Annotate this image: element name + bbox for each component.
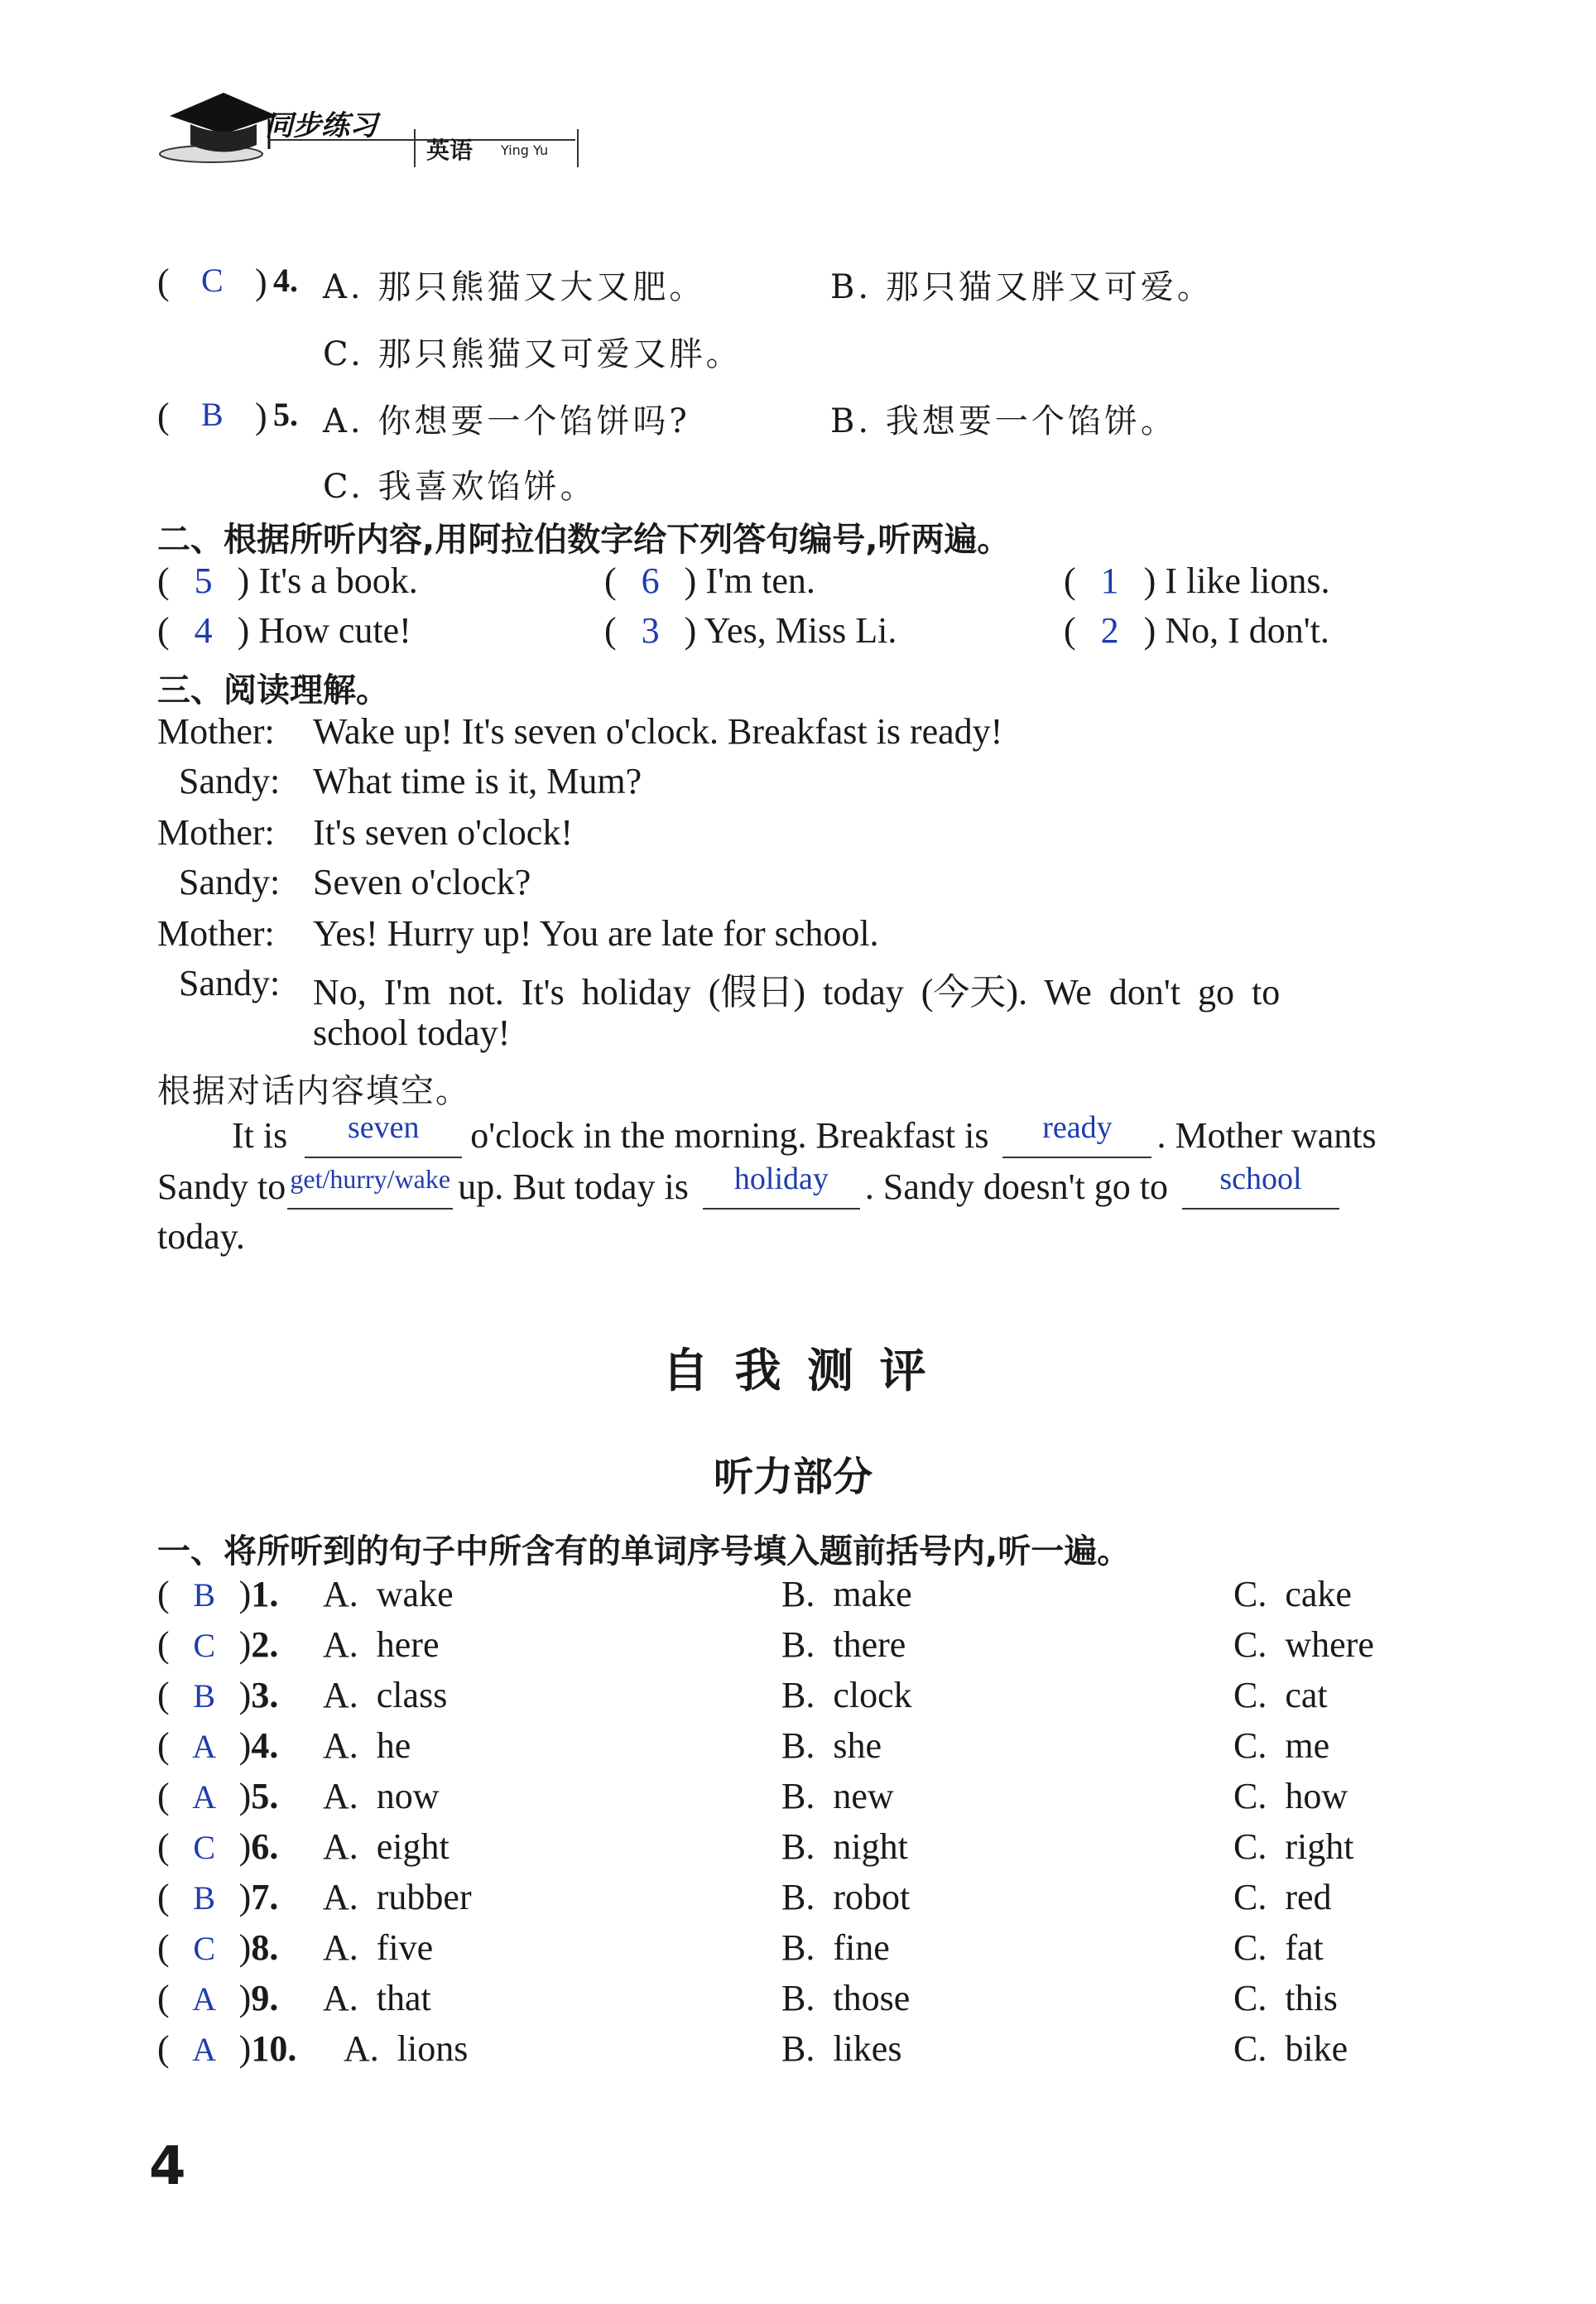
speaker: Mother:: [157, 812, 275, 853]
dialogue-line: What time is it, Mum?: [313, 761, 642, 801]
fill-text: Sandy to: [157, 1166, 286, 1207]
fill-blank: [305, 1110, 462, 1158]
close-paren: ): [238, 1927, 252, 1968]
option-a: A. that: [323, 1978, 431, 2018]
item-text: How cute!: [258, 610, 411, 651]
section2-item: ( 3 ) Yes, Miss Li.: [604, 610, 897, 651]
answer: 3: [641, 610, 660, 651]
option-a: A. here: [323, 1624, 440, 1665]
speaker: Sandy:: [179, 963, 281, 1003]
close-paren: ): [255, 262, 267, 302]
question-number: 9.: [251, 1978, 279, 2018]
question-number: 5.: [273, 396, 298, 433]
option-b: B. those: [781, 1978, 911, 2018]
fill-answer: school: [1219, 1162, 1302, 1196]
question-number: 8.: [251, 1927, 279, 1968]
fill-heading: 根据对话内容填空。: [157, 1072, 470, 1110]
fill-answer: holiday: [733, 1162, 829, 1196]
item-text: It's a book.: [258, 560, 418, 601]
answer: C: [193, 1627, 215, 1664]
close-paren: ): [255, 396, 267, 436]
dialogue-line: It's seven o'clock!: [313, 812, 573, 853]
close-paren: ): [238, 1624, 252, 1665]
header-subject: 英语: [426, 137, 474, 164]
option-b: B. night: [781, 1826, 908, 1867]
option-c: C. fat: [1233, 1927, 1324, 1968]
option-a: A. class: [323, 1675, 448, 1715]
option-a: A. 那只熊猫又大又肥。: [323, 268, 706, 306]
answer: 5: [194, 560, 213, 601]
self-test-heading: 一、将所听到的句子中所含有的单词序号填入题前括号内,听一遍。: [157, 1532, 1131, 1570]
item-text: Yes, Miss Li.: [704, 610, 897, 651]
option-b: B. she: [781, 1725, 882, 1766]
close-paren: ): [238, 1574, 252, 1614]
option-a: A. 你想要一个馅饼吗?: [323, 402, 690, 440]
open-paren: (: [157, 1877, 170, 1917]
option-c: C. me: [1233, 1725, 1330, 1766]
graduation-cap-logo: [153, 83, 277, 174]
question-number: 3.: [251, 1675, 279, 1715]
answer: C: [201, 262, 224, 299]
fill-blank: [1182, 1162, 1339, 1210]
list-item: [157, 1825, 1482, 1868]
option-c: C. red: [1233, 1877, 1332, 1917]
dialogue-line: school today!: [313, 1013, 511, 1053]
option-c: C. this: [1233, 1978, 1338, 2018]
section2-item: ( 4 ) How cute!: [157, 610, 411, 651]
answer: 6: [641, 560, 660, 601]
question-number: 4.: [273, 262, 298, 299]
answer: B: [193, 1576, 215, 1614]
list-item: [157, 1775, 1482, 1817]
open-paren: (: [157, 1978, 170, 2018]
option-c: C. 我喜欢馅饼。: [323, 468, 597, 506]
option-b: B. make: [781, 1574, 912, 1614]
list-item: [157, 1977, 1482, 2019]
item-text: No, I don't.: [1165, 610, 1329, 651]
page-header: [153, 83, 584, 174]
question-number: 4.: [251, 1725, 279, 1766]
list-item: [157, 2027, 1482, 2070]
option-b: B. there: [781, 1624, 906, 1665]
open-paren: (: [157, 396, 170, 436]
section2-item: ( 1 ) I like lions.: [1064, 560, 1330, 601]
answer: A: [192, 2031, 217, 2068]
answer: A: [192, 1980, 217, 2018]
self-test-subtitle: 听力部分: [714, 1454, 873, 1500]
option-b: B. new: [781, 1776, 894, 1816]
answer: C: [193, 1930, 215, 1967]
section2-item: ( 2 ) No, I don't.: [1064, 610, 1329, 651]
list-item: [157, 1876, 1482, 1918]
fill-answer: seven: [347, 1110, 420, 1145]
close-paren: ): [238, 1725, 252, 1766]
question-number: 5.: [251, 1776, 279, 1816]
open-paren: (: [157, 1826, 170, 1867]
header-subject-pinyin: Ying Yu: [501, 142, 549, 158]
speaker: Mother:: [157, 711, 275, 752]
fill-blank: [287, 1166, 453, 1210]
speaker: Mother:: [157, 913, 275, 954]
item-text: I like lions.: [1165, 560, 1330, 601]
close-paren: ): [238, 1978, 252, 2018]
fill-text: . Sandy doesn't go to: [864, 1166, 1168, 1207]
fill-text: . Mother wants: [1156, 1115, 1377, 1156]
speaker: Sandy:: [179, 761, 281, 801]
option-c: C. cat: [1233, 1675, 1328, 1715]
option-a: A. now: [323, 1776, 440, 1816]
option-c: C. right: [1233, 1826, 1354, 1867]
list-item: [157, 1674, 1482, 1716]
section2-heading: 二、根据所听内容,用阿拉伯数字给下列答句编号,听两遍。: [157, 521, 1011, 559]
dialogue-line: No, I'm not. It's holiday (假日) today (今天). We don't go to: [313, 972, 1281, 1013]
answer: A: [192, 1728, 217, 1765]
option-a: A. wake: [323, 1574, 454, 1614]
fill-blank: [703, 1162, 860, 1210]
dialogue-line: Seven o'clock?: [313, 862, 531, 902]
section3-heading: 三、阅读理解。: [157, 671, 389, 709]
close-paren: ): [238, 2028, 252, 2069]
page-number: 4: [149, 2136, 186, 2197]
open-paren: (: [157, 1927, 170, 1968]
fill-line-1: [157, 1110, 1377, 1158]
answer: 2: [1100, 610, 1119, 651]
open-paren: (: [157, 1574, 170, 1614]
option-b: B. 我想要一个馅饼。: [830, 402, 1177, 440]
open-paren: (: [157, 1624, 170, 1665]
fill-text: o'clock in the morning. Breakfast is: [470, 1115, 989, 1156]
answer: B: [201, 396, 224, 433]
question-number: 10.: [251, 2028, 297, 2069]
open-paren: (: [157, 262, 170, 302]
item-text: I'm ten.: [705, 560, 815, 601]
answer: B: [193, 1879, 215, 1917]
option-a: A. rubber: [323, 1877, 472, 1917]
header-title: 同步练习: [265, 109, 377, 142]
dialogue-line: Wake up! It's seven o'clock. Breakfast is ready!: [313, 711, 1003, 752]
list-item: [157, 1926, 1482, 1969]
list-item: [157, 1623, 1482, 1666]
fill-line-3: today.: [157, 1216, 245, 1257]
option-c: C. where: [1233, 1624, 1374, 1665]
answer: 4: [194, 610, 213, 651]
close-paren: ): [238, 1776, 252, 1816]
fill-blank: [1002, 1110, 1151, 1158]
answer: 1: [1100, 560, 1119, 601]
speaker: Sandy:: [179, 862, 281, 902]
option-c: C. how: [1233, 1776, 1348, 1816]
option-c: C. cake: [1233, 1574, 1352, 1614]
option-c: C. 那只熊猫又可爱又胖。: [323, 335, 743, 373]
dialogue-line: Yes! Hurry up! You are late for school.: [313, 913, 879, 954]
self-test-title: 自 我 测 评: [662, 1344, 931, 1398]
option-b: B. fine: [781, 1927, 890, 1968]
option-c: C. bike: [1233, 2028, 1348, 2069]
fill-text: up. But today is: [458, 1166, 689, 1207]
option-a: A. lions: [344, 2028, 469, 2069]
answer: B: [193, 1677, 215, 1715]
question-number: 7.: [251, 1877, 279, 1917]
open-paren: (: [157, 1675, 170, 1715]
option-b: B. robot: [781, 1877, 911, 1917]
question-number: 2.: [251, 1624, 279, 1665]
open-paren: (: [157, 1725, 170, 1766]
close-paren: ): [238, 1826, 252, 1867]
answer: C: [193, 1829, 215, 1866]
open-paren: (: [157, 1776, 170, 1816]
list-item: [157, 1573, 1482, 1615]
option-a: A. he: [323, 1725, 411, 1766]
section2-item: ( 6 ) I'm ten.: [604, 560, 815, 601]
section2-item: ( 5 ) It's a book.: [157, 560, 418, 601]
close-paren: ): [238, 1877, 252, 1917]
close-paren: ): [238, 1675, 252, 1715]
option-a: A. five: [323, 1927, 434, 1968]
fill-text: It is: [232, 1115, 288, 1156]
question-number: 6.: [251, 1826, 279, 1867]
answer: A: [192, 1778, 217, 1816]
option-b: B. likes: [781, 2028, 902, 2069]
option-b: B. clock: [781, 1675, 912, 1715]
option-b: B. 那只猫又胖又可爱。: [830, 268, 1214, 306]
fill-answer: ready: [1042, 1110, 1113, 1145]
question-number: 1.: [251, 1574, 279, 1614]
option-a: A. eight: [323, 1826, 449, 1867]
open-paren: (: [157, 2028, 170, 2069]
fill-answer: get/hurry/wake: [290, 1164, 451, 1194]
list-item: [157, 1724, 1482, 1767]
fill-line-2: [157, 1162, 1344, 1210]
